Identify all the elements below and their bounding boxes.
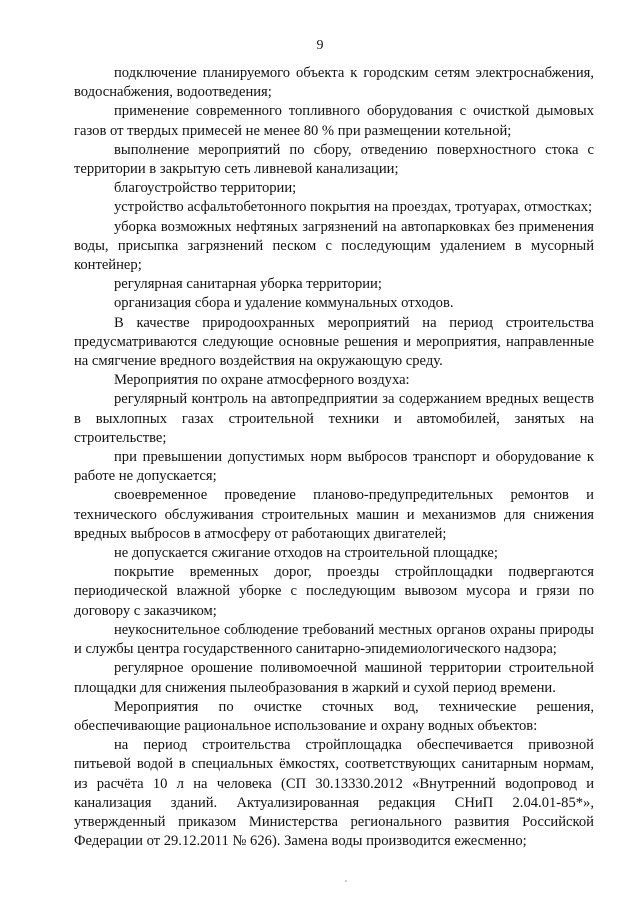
paragraph-maintenance: своевременное проведение планово-предупредительных ремонтов и технического обслуживания строительных машин и механизмов для снижения вредных выбросов в атмосферу от работающих двигателей; [74, 487, 594, 542]
paragraph-surface-runoff: выполнение мероприятий по сбору, отведению поверхностного стока с территории в закрытую сеть ливневой канализации; [74, 141, 594, 178]
paragraph-temporary-roads: покрытие временных дорог, проезды стройплощадки подвергаются периодической влажной уборке с последующим вывозом мусора и грязи по договору с заказчиком; [74, 564, 594, 619]
paragraph-fuel-equipment: применение современного топливного оборудования с очисткой дымовых газов от твердых примесей не менее 80 % при размещении котельной; [74, 103, 594, 139]
paragraph-waste-collection: организация сбора и удаление коммунальных отходов. [114, 295, 454, 312]
paragraph-wastewater-heading: Мероприятия по очистке сточных вод, технические решения, обеспечивающие рациональное использование и охрану водных объектов: [74, 698, 594, 734]
paragraph-oil-cleanup: уборка возможных нефтяных загрязнений на автопарковках без применения воды, присыпка загрязнений песком с последующим удалением в мусорный контейнер; [74, 218, 594, 274]
body-text [74, 64, 594, 851]
paragraph-emission-limits: при превышении допустимых норм выбросов транспорт и оборудование к работе не допускается; [74, 449, 594, 485]
paragraph-irrigation: регулярное орошение поливомоечной машиной территории строительной площадки для снижения пылеобразования в жаркий и сухой период времени. [74, 660, 594, 696]
paragraph-no-burning: не допускается сжигание отходов на строительной площадке; [114, 545, 498, 562]
paragraph-landscaping: благоустройство территории; [114, 180, 297, 197]
paragraph-sanitary-cleaning: регулярная санитарная уборка территории; [114, 276, 382, 293]
page-number: 9 [316, 38, 324, 53]
paragraph-drinking-water: на период строительства стройплощадка обеспечивается привозной питьевой водой в специальных ёмкостях, соответствующих санитарным нормам, из расчёта 10 л на человека (СП 30.13330.2012 «Внутренний водопровод и канализация зданий. Актуализированная редакция СНиП 2.04.01-85*», утвержденный приказом Министерства регионального развития Российской Федерации от 29.12.2011 № 626). Замена воды производится ежесменно; [74, 737, 594, 850]
paragraph-asphalt: устройство асфальтобетонного покрытия на проездах, тротуарах, отмостках; [114, 199, 593, 216]
paragraph-connection: подключение планируемого объекта к городским сетям электроснабжения, водоснабжения, водоотведения; [74, 65, 594, 101]
paragraph-exhaust-control: регулярный контроль на автопредприятии за содержанием вредных веществ в выхлопных газах строительной техники и автомобилей, занятых на строительстве; [74, 391, 594, 446]
paragraph-compliance: неукоснительное соблюдение требований местных органов охраны природы и службы центра государственного санитарно-эпидемиологического надзора; [74, 621, 594, 658]
paragraph-air-protection-heading: Мероприятия по охране атмосферного воздуха: [114, 372, 410, 389]
scan-speck [345, 880, 347, 882]
paragraph-construction-intro: В качестве природоохранных мероприятий на период строительства предусматриваются следующие основные решения и мероприятия, направленные на смягчение вредного воздействия на окружающую среду. [74, 314, 594, 370]
